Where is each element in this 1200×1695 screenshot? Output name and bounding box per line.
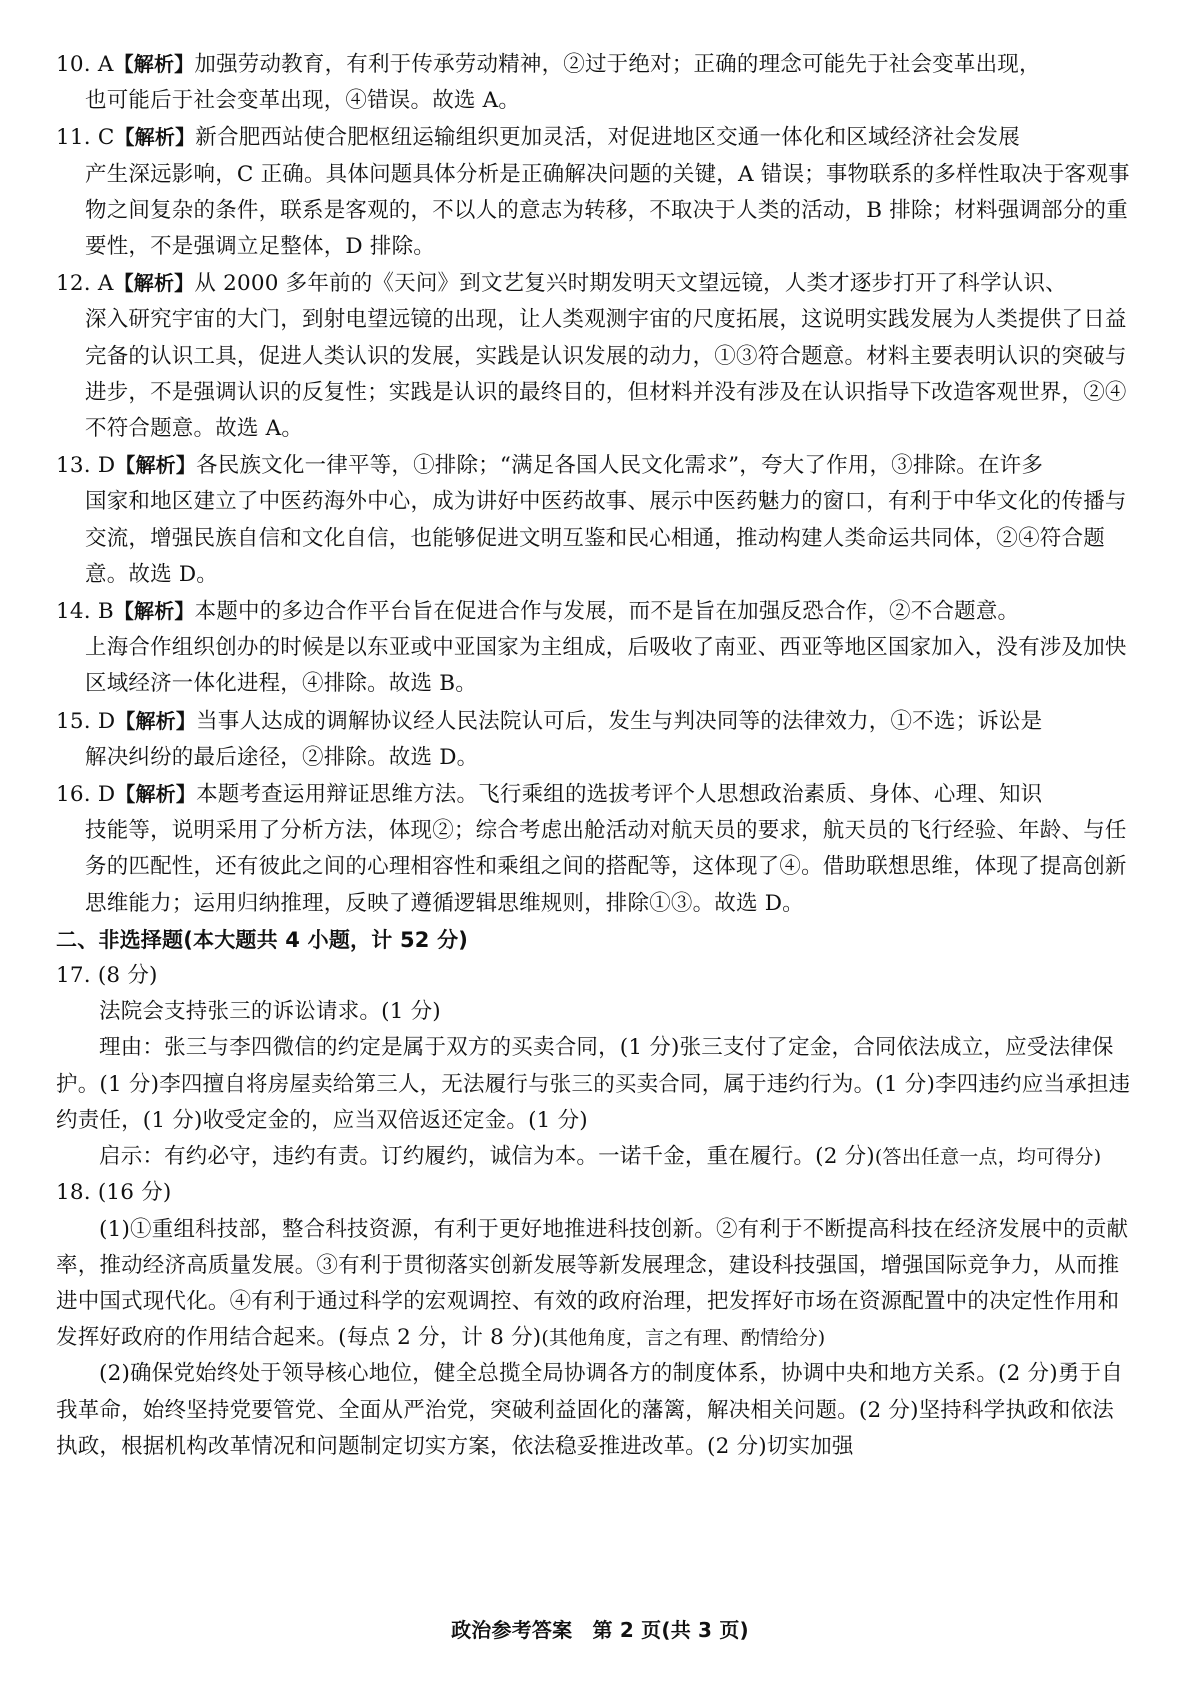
item-text-continued: 技能等，说明采用了分析方法，体现②；综合考虑出舱活动对航天员的要求，航天员的飞行经验、年龄、与任务的匹配性，还有彼此之间的心理相容性和乘组之间的搭配等，这体现了④。借助联想思维，体现了提高创新思维能力；运用归纳推理，反映了遵循逻辑思维规则，排除①③。故选 D。 <box>85 818 1127 916</box>
item-text-continued: 产生深远影响，C 正确。具体问题具体分析是正确解决问题的关键，A 错误；事物联系的多样性取决于客观事物之间复杂的条件，联系是客观的，不以人的意志为转移，不取决于人类的活动，B 排除；材料强调部分的重要性，不是强调立足整体，D 排除。 <box>85 161 1130 260</box>
item-text-continued: 解决纠纷的最后途径，②排除。故选 D。 <box>85 744 479 770</box>
analysis-tag: 【解析】 <box>115 782 197 807</box>
question-18-part-2: (2)确保党始终处于领导核心地位，健全总揽全局协调各方的制度体系，协调中央和地方关系。(2 分)勇于自我革命，始终坚持党要管党、全面从严治党，突破利益固化的藩篱，解决相关问题。(2 分)坚持科学执政和依法执政，根据机构改革情况和问题制定切实方案，依法稳妥推进改革。(2 分)切实加强 <box>56 1361 1123 1459</box>
page-footer: 政治参考答案 第 2 页(共 3 页) <box>451 1618 749 1642</box>
scoring-note: (答出任意一点，均可得分) <box>874 1146 1102 1169</box>
item-text: 加强劳动教育，有利于传承劳动精神，②过于绝对；正确的理念可能先于社会变革出现， <box>194 52 1041 77</box>
answer-item-10 <box>56 46 1134 119</box>
analysis-tag: 【解析】 <box>113 271 195 296</box>
answer-item-11 <box>56 119 1134 265</box>
question-17-answer: 法院会支持张三的诉讼请求。(1 分) <box>99 999 441 1025</box>
item-text: 新合肥西站使合肥枢纽运输组织更加灵活，对促进地区交通一体化和区域经济社会发展 <box>195 125 1020 151</box>
answer-item-15 <box>56 703 1134 776</box>
analysis-tag: 【解析】 <box>115 708 197 733</box>
scoring-note: (其他角度，言之有理、酌情给分) <box>541 1327 826 1350</box>
item-text: 本题考查运用辩证思维方法。飞行乘组的选拔考评个人思想政治素质、身体、心理、知识 <box>196 782 1043 808</box>
item-text: 各民族文化一律平等，①排除；“满足各国人民文化需求”，夸大了作用，③排除。在许多 <box>196 453 1044 479</box>
item-text-continued: 国家和地区建立了中医药海外中心，成为讲好中医药故事、展示中医药魅力的窗口，有利于中华文化的传播与交流，增强民族自信和文化自信，也能够促进文明互鉴和民心相通，推动构建人类命运共同体，②④符合题意。故选 D。 <box>85 489 1127 587</box>
question-18-heading: 18. (16 分) <box>56 1180 172 1206</box>
item-number: 12. A <box>56 271 114 297</box>
item-text: 从 2000 多年前的《天问》到文艺复兴时期发明天文望远镜，人类才逐步打开了科学认识、 <box>194 271 1067 297</box>
item-text: 当事人达成的调解协议经人民法院认可后，发生与判决同等的法律效力，①不选；诉讼是 <box>196 708 1043 734</box>
item-text-continued: 深入研究宇宙的大门，到射电望远镜的出现，让人类观测宇宙的尺度拓展，这说明实践发展为人类提供了日益完备的认识工具，促进人类认识的发展，实践是认识发展的动力，①③符合题意。材料主要表明认识的突破与进步，不是强调认识的反复性；实践是认识的最终目的，但材料并没有涉及在认识指导下改造客观世界，②④不符合题意。故选 A。 <box>85 307 1127 442</box>
item-text: 本题中的多边合作平台旨在促进合作与发展，而不是旨在加强反恐合作，②不合题意。 <box>194 599 1020 625</box>
analysis-tag: 【解析】 <box>115 453 197 478</box>
part-1-text: (1)①重组科技部，整合科技资源，有利于更好地推进科技创新。②有利于不断提高科技在经济发展中的贡献率，推动经济高质量发展。③有利于贯彻落实创新发展等新发展理念，建设科技强国，增强国际竞争力，从而推进中国式现代化。④有利于通过科学的宏观调控、有效的政府治理，把发挥好市场在资源配置中的决定性作用和发挥好政府的作用结合起来。(每点 2 分，计 8 分) <box>56 1216 1129 1351</box>
item-number: 13. D <box>56 453 116 479</box>
question-18-part-1 <box>56 1212 1134 1357</box>
analysis-tag: 【解析】 <box>114 125 196 150</box>
item-number: 10. A <box>56 52 114 77</box>
item-text-continued: 上海合作组织创办的时候是以东亚或中亚国家为主组成，后吸收了南亚、西亚等地区国家加入，没有涉及加快区域经济一体化进程，④排除。故选 B。 <box>85 635 1127 697</box>
insight-text: 启示：有约必守，违约有责。订约履约，诚信为本。一诺千金，重在履行。(2 分) <box>99 1144 875 1170</box>
answer-item-14 <box>56 593 1134 703</box>
item-number: 15. D <box>56 708 116 734</box>
item-number: 14. B <box>56 599 114 625</box>
item-text-continued: 也可能后于社会变革出现，④错误。故选 A。 <box>85 88 521 114</box>
section-title: 二、非选择题(本大题共 4 小题，计 52 分) <box>56 927 469 952</box>
answer-item-13 <box>56 447 1134 593</box>
answer-item-16 <box>56 776 1134 922</box>
question-17-insight <box>56 1139 1134 1175</box>
analysis-tag: 【解析】 <box>113 52 195 76</box>
question-17-reason: 理由：张三与李四微信的约定是属于双方的买卖合同，(1 分)张三支付了定金，合同依法成立，应受法律保护。(1 分)李四擅自将房屋卖给第三人，无法履行与张三的买卖合同，属于违约行为。(1 分)李四违约应当承担违约责任，(1 分)收受定金的，应当双倍返还定金。(1 分) <box>56 1035 1131 1133</box>
item-number: 16. D <box>56 782 116 808</box>
item-number: 11. C <box>56 125 115 151</box>
analysis-tag: 【解析】 <box>113 599 195 624</box>
question-17-heading: 17. (8 分) <box>56 963 158 989</box>
answer-item-12 <box>56 265 1134 447</box>
